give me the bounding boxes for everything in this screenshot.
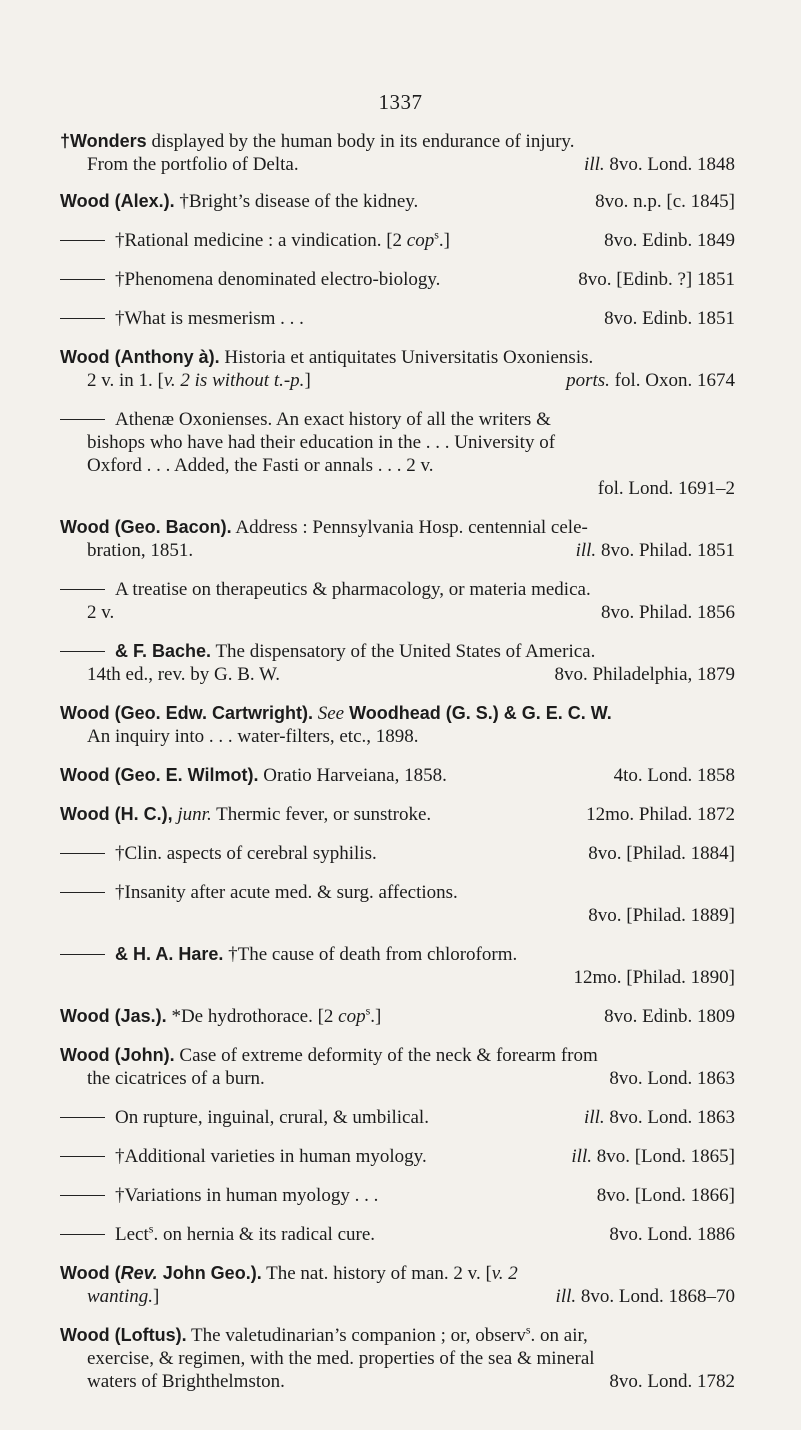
entry-heading: Wood (Geo. Bacon). bbox=[60, 517, 232, 537]
entry-wonders bbox=[60, 130, 735, 176]
entry-imprint: 8vo. [Philad. 1884] bbox=[588, 843, 735, 864]
entry-bache: & F. Bache. The dispensatory of the United States of America. 14th ed., rev. by G. B. W. 8vo. Philadelphia, 1879 bbox=[60, 640, 735, 686]
entry-imprint: 12mo. Philad. 1872 bbox=[586, 804, 735, 825]
entry-heading: †Wonders bbox=[60, 131, 147, 151]
entry-imprint: 8vo. n.p. [c. 1845] bbox=[595, 191, 735, 212]
entry-heading: Wood (Geo. Edw. Cartwright). bbox=[60, 703, 313, 723]
entry-heading: Wood (Rev. John Geo.). bbox=[60, 1263, 262, 1283]
entry-heading: Wood (Alex.). bbox=[60, 191, 175, 211]
entry-wood-geo-bacon: Wood (Geo. Bacon). Address : Pennsylvania Hosp. centennial cele- bration, 1851. ill. 8vo. Philad. 1851 bbox=[60, 517, 735, 561]
entry-imprint: 8vo. Philadelphia, 1879 bbox=[554, 664, 735, 685]
ditto-dash bbox=[60, 892, 105, 893]
entry-imprint: 8vo. [Philad. 1889] bbox=[588, 905, 735, 926]
entry-heading: Wood (Loftus). bbox=[60, 1325, 187, 1345]
ditto-dash bbox=[60, 1234, 105, 1235]
ditto-dash bbox=[60, 240, 105, 241]
entry-insanity: †Insanity after acute med. & surg. affections. 8vo. [Philad. 1889] bbox=[60, 881, 735, 927]
entry-imprint: 8vo. Edinb. 1809 bbox=[604, 1006, 735, 1027]
entry-wood-geo-edw: Wood (Geo. Edw. Cartwright). See Woodhead (G. S.) & G. E. C. W. An inquiry into . . . water-filters, etc., 1898. bbox=[60, 703, 612, 747]
entry-imprint: ill. 8vo. Lond. 1868–70 bbox=[555, 1286, 735, 1307]
entry-therapeutics: A treatise on therapeutics & pharmacology, or materia medica. 2 v. 8vo. Philad. 1856 bbox=[60, 578, 735, 624]
entry-heading: Wood (Geo. E. Wilmot). bbox=[60, 765, 259, 785]
entry-wood-hc: Wood (H. C.), junr. Thermic fever, or sunstroke. 12mo. Philad. 1872 bbox=[60, 804, 735, 825]
entry-imprint: ill. 8vo. Philad. 1851 bbox=[575, 540, 735, 561]
ditto-dash bbox=[60, 651, 105, 652]
entry-imprint: fol. Lond. 1691–2 bbox=[597, 478, 735, 499]
entry-imprint: 4to. Lond. 1858 bbox=[613, 765, 735, 786]
entry-imprint: ports. fol. Oxon. 1674 bbox=[566, 370, 735, 391]
entry-imprint: ill. 8vo. Lond. 1848 bbox=[584, 154, 735, 175]
ditto-dash bbox=[60, 1156, 105, 1157]
entry-additional-myology: †Additional varieties in human myology. ill. 8vo. [Lond. 1865] bbox=[60, 1145, 735, 1168]
entry-mesmerism: †What is mesmerism . . . 8vo. Edinb. 1851 bbox=[60, 307, 735, 330]
entry-imprint: ill. 8vo. [Lond. 1865] bbox=[571, 1146, 735, 1167]
entry-wood-anthony: Wood (Anthony à). Historia et antiquitates Universitatis Oxoniensis. 2 v. in 1. [v. 2 is without t.-p.] ports. fol. Oxon. 1674 bbox=[60, 347, 735, 391]
entry-variations-myology: †Variations in human myology . . . 8vo. [Lond. 1866] bbox=[60, 1184, 735, 1207]
ditto-dash bbox=[60, 1117, 105, 1118]
entry-rational-medicine: †Rational medicine : a vindication. [2 cop$^s$.] 8vo. Edinb. 1849 bbox=[60, 229, 735, 252]
entry-imprint: 8vo. Lond. 1782 bbox=[609, 1371, 735, 1392]
entry-hare: & H. A. Hare. †The cause of death from chloroform. 12mo. [Philad. 1890] bbox=[60, 943, 735, 989]
bibliography-entries bbox=[60, 130, 735, 1409]
entry-imprint: 8vo. Edinb. 1849 bbox=[604, 230, 735, 251]
entry-title: displayed by the human body in its endurance of injury. bbox=[146, 131, 575, 152]
entry-heading: Wood (John). bbox=[60, 1045, 175, 1065]
ditto-dash bbox=[60, 853, 105, 854]
entry-title-cont: From the portfolio of Delta. bbox=[87, 154, 299, 175]
entry-rupture: On rupture, inguinal, crural, & umbilical. ill. 8vo. Lond. 1863 bbox=[60, 1106, 735, 1129]
entry-wood-loftus: Wood (Loftus). The valetudinarian’s companion ; or, observ$^s$. on air, exercise, & regimen, with the med. properties of the sea & mineral waters of Brighthelmston. 8vo. Lond. 1782 bbox=[60, 1322, 735, 1392]
ditto-dash bbox=[60, 1195, 105, 1196]
entry-imprint: 12mo. [Philad. 1890] bbox=[573, 967, 735, 988]
entry-heading: Wood (H. C.), bbox=[60, 804, 173, 824]
ditto-dash bbox=[60, 589, 105, 590]
entry-hernia: Lect$^s$. on hernia & its radical cure. 8vo. Lond. 1886 bbox=[60, 1223, 735, 1246]
entry-imprint: 8vo. Lond. 1863 bbox=[609, 1068, 735, 1089]
page-number: 1337 bbox=[378, 90, 423, 114]
entry-imprint: 8vo. Philad. 1856 bbox=[600, 602, 735, 623]
entry-imprint: 8vo. Lond. 1886 bbox=[609, 1224, 735, 1245]
entry-imprint: 8vo. [Lond. 1866] bbox=[596, 1185, 735, 1206]
entry-cerebral-syphilis: †Clin. aspects of cerebral syphilis. 8vo. [Philad. 1884] bbox=[60, 842, 735, 865]
ditto-dash bbox=[60, 419, 105, 420]
entry-wood-john-geo: Wood (Rev. John Geo.). The nat. history of man. 2 v. [v. 2 wanting.] ill. 8vo. Lond. 1868–70 bbox=[60, 1263, 735, 1307]
ditto-dash bbox=[60, 279, 105, 280]
ditto-dash bbox=[60, 318, 105, 319]
entry-heading: Wood (Anthony à). bbox=[60, 347, 220, 367]
entry-imprint: 8vo. Edinb. 1851 bbox=[604, 308, 735, 329]
ditto-dash bbox=[60, 954, 105, 955]
entry-wood-wilmot: Wood (Geo. E. Wilmot). Oratio Harveiana, 1858. 4to. Lond. 1858 bbox=[60, 765, 735, 786]
entry-wood-jas: Wood (Jas.). *De hydrothorace. [2 cop$^s$.] 8vo. Edinb. 1809 bbox=[60, 1003, 735, 1027]
entry-wood-alex bbox=[60, 190, 735, 213]
entry-heading: Wood (Jas.). bbox=[60, 1006, 167, 1026]
entry-electro-biology: †Phenomena denominated electro-biology. 8vo. [Edinb. ?] 1851 bbox=[60, 268, 735, 291]
entry-imprint: 8vo. [Edinb. ?] 1851 bbox=[578, 269, 735, 290]
entry-wood-john: Wood (John). Case of extreme deformity of the neck & forearm from the cicatrices of a burn. 8vo. Lond. 1863 bbox=[60, 1045, 735, 1089]
entry-imprint: ill. 8vo. Lond. 1863 bbox=[584, 1107, 735, 1128]
entry-title: †Bright’s disease of the kidney. bbox=[174, 191, 419, 212]
entry-athenae: Athenæ Oxonienses. An exact history of all the writers & bishops who have had their education in the . . . University of Oxford . . . Added, the Fasti or annals . . . 2 v. fol. Lond. 1691–2 bbox=[60, 408, 735, 500]
